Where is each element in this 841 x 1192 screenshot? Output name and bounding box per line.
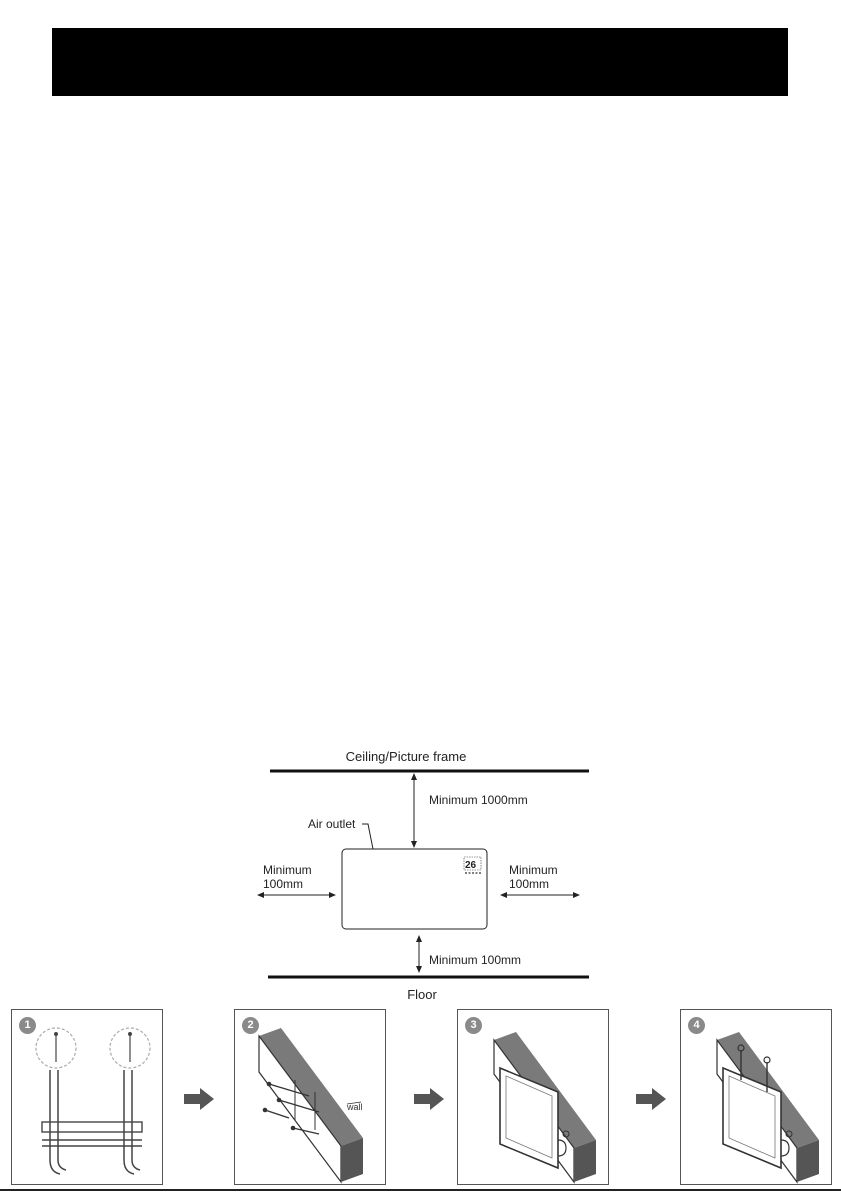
step-number-badge: 1: [19, 1017, 36, 1034]
right-clearance-label-2: 100mm: [509, 877, 550, 891]
left-clearance-label-2: 100mm: [263, 877, 304, 891]
step-number-badge: 2: [242, 1017, 259, 1034]
installation-step-4: [680, 1009, 832, 1185]
footer-rule: [0, 1189, 841, 1191]
wall-mounting-illustration: [235, 1010, 385, 1184]
installation-step-2: [234, 1009, 386, 1185]
left-clearance-label-1: Minimum: [263, 863, 312, 877]
wall-label: wall: [347, 1102, 363, 1112]
air-outlet-label: Air outlet: [308, 817, 356, 831]
bottom-clearance-label: Minimum 100mm: [429, 953, 522, 967]
right-clearance-label-1: Minimum: [509, 863, 558, 877]
bracket-illustration: [12, 1010, 162, 1184]
floor-label: Floor: [407, 987, 437, 1002]
air-outlet-leader: [362, 824, 373, 849]
installation-step-1: [11, 1009, 163, 1185]
display-reading: 26: [465, 860, 477, 871]
top-clearance-label: Minimum 1000mm: [429, 793, 528, 807]
installation-step-3: [457, 1009, 609, 1185]
step-arrow-3: [636, 1088, 666, 1110]
step-number-badge: 4: [688, 1017, 705, 1034]
step-number-badge: 3: [465, 1017, 482, 1034]
screw-fixing-illustration: [681, 1010, 831, 1184]
heater-hanging-illustration: [458, 1010, 608, 1184]
step-arrow-2: [414, 1088, 444, 1110]
step-arrow-1: [184, 1088, 214, 1110]
ceiling-label: Ceiling/Picture frame: [345, 749, 467, 764]
